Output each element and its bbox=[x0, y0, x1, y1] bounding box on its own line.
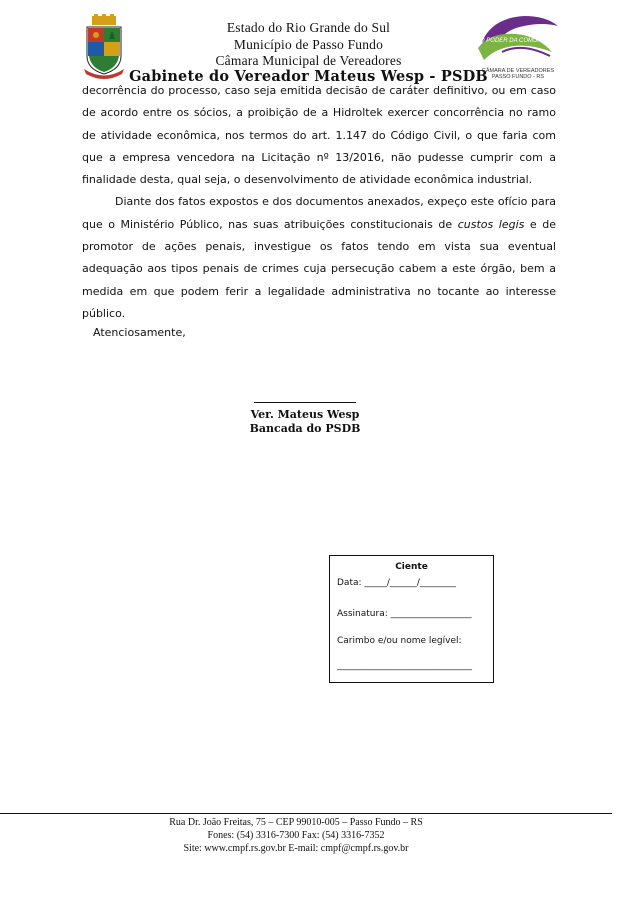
letterhead bbox=[0, 0, 617, 88]
footer-phones: Fones: (54) 3316-7300 Fax: (54) 3316-7352 bbox=[207, 830, 385, 841]
header-chamber: Câmara Municipal de Vereadores bbox=[215, 53, 402, 68]
logo-caption-line2: PASSO FUNDO - RS bbox=[491, 74, 545, 80]
paragraph-1: decorrência do processo, caso seja emitida decisão de caráter definitivo, ou em caso de acordo entre os sócios, a proibição de a Hidroltek exercer concorrência no ramo de atividade econômica, nos termos do art. 1.147 do Código Civil, o que faria com que a empresa vencedora na Licitação nº 13/2016, não pudesse cumprir com a finalidade desta, qual seja, o desenvolvimento de atividade econômica industrial. bbox=[82, 84, 556, 187]
acknowledgement-signature: Assinatura: __________________ bbox=[337, 609, 472, 619]
footer-web: Site: www.cmpf.rs.gov.br E-mail: cmpf@cmpf.rs.gov.br bbox=[183, 843, 409, 854]
paragraph-2 bbox=[82, 191, 556, 325]
signatory-party: Bancada do PSDB bbox=[249, 422, 361, 435]
acknowledgement-stamp-label: Carimbo e/ou nome legível: bbox=[337, 636, 462, 646]
header-office-title: Gabinete do Vereador Mateus Wesp - PSDB bbox=[129, 68, 488, 85]
footer-divider bbox=[0, 813, 612, 814]
chamber-logo bbox=[472, 12, 564, 82]
logo-caption-line1: CÂMARA DE VEREADORES bbox=[481, 68, 555, 74]
chamber-logo-icon bbox=[472, 12, 564, 68]
header-state: Estado do Rio Grande do Sul bbox=[226, 20, 391, 35]
header-municipality: Município de Passo Fundo bbox=[233, 37, 384, 52]
acknowledgement-date: Data: _____/______/________ bbox=[337, 578, 456, 588]
closing-salutation: Atenciosamente, bbox=[93, 326, 186, 339]
acknowledgement-stamp-line: ______________________________ bbox=[337, 661, 472, 671]
footer-address: Rua Dr. João Freitas, 75 – CEP 99010-005 – Passo Fundo – RS bbox=[169, 817, 423, 828]
logo-slogan: O PODER DA COMUNIDADE bbox=[479, 38, 561, 44]
logo-caption bbox=[472, 68, 564, 80]
signature-line bbox=[254, 402, 356, 403]
paragraph-2-start: Diante dos fatos expostos e dos documentos anexados, expeço este ofício para que o Ministério Público, nas suas atribuições constitucionais de bbox=[82, 195, 556, 231]
paragraph-2-end: e de promotor de ações penais, investigue os fatos tendo em vista sua eventual adequação aos tipos penais de crimes cuja persecução cabem a este órgão, bem a medida em que podem ferir a legalidade administrativa no tocante ao interesse público. bbox=[82, 217, 557, 320]
acknowledgement-title: Ciente bbox=[395, 562, 428, 572]
paragraph-2-italic: custos legis bbox=[457, 217, 525, 231]
signatory-name: Ver. Mateus Wesp bbox=[250, 408, 360, 421]
letter-body bbox=[82, 80, 556, 325]
acknowledgement-box bbox=[329, 555, 494, 683]
